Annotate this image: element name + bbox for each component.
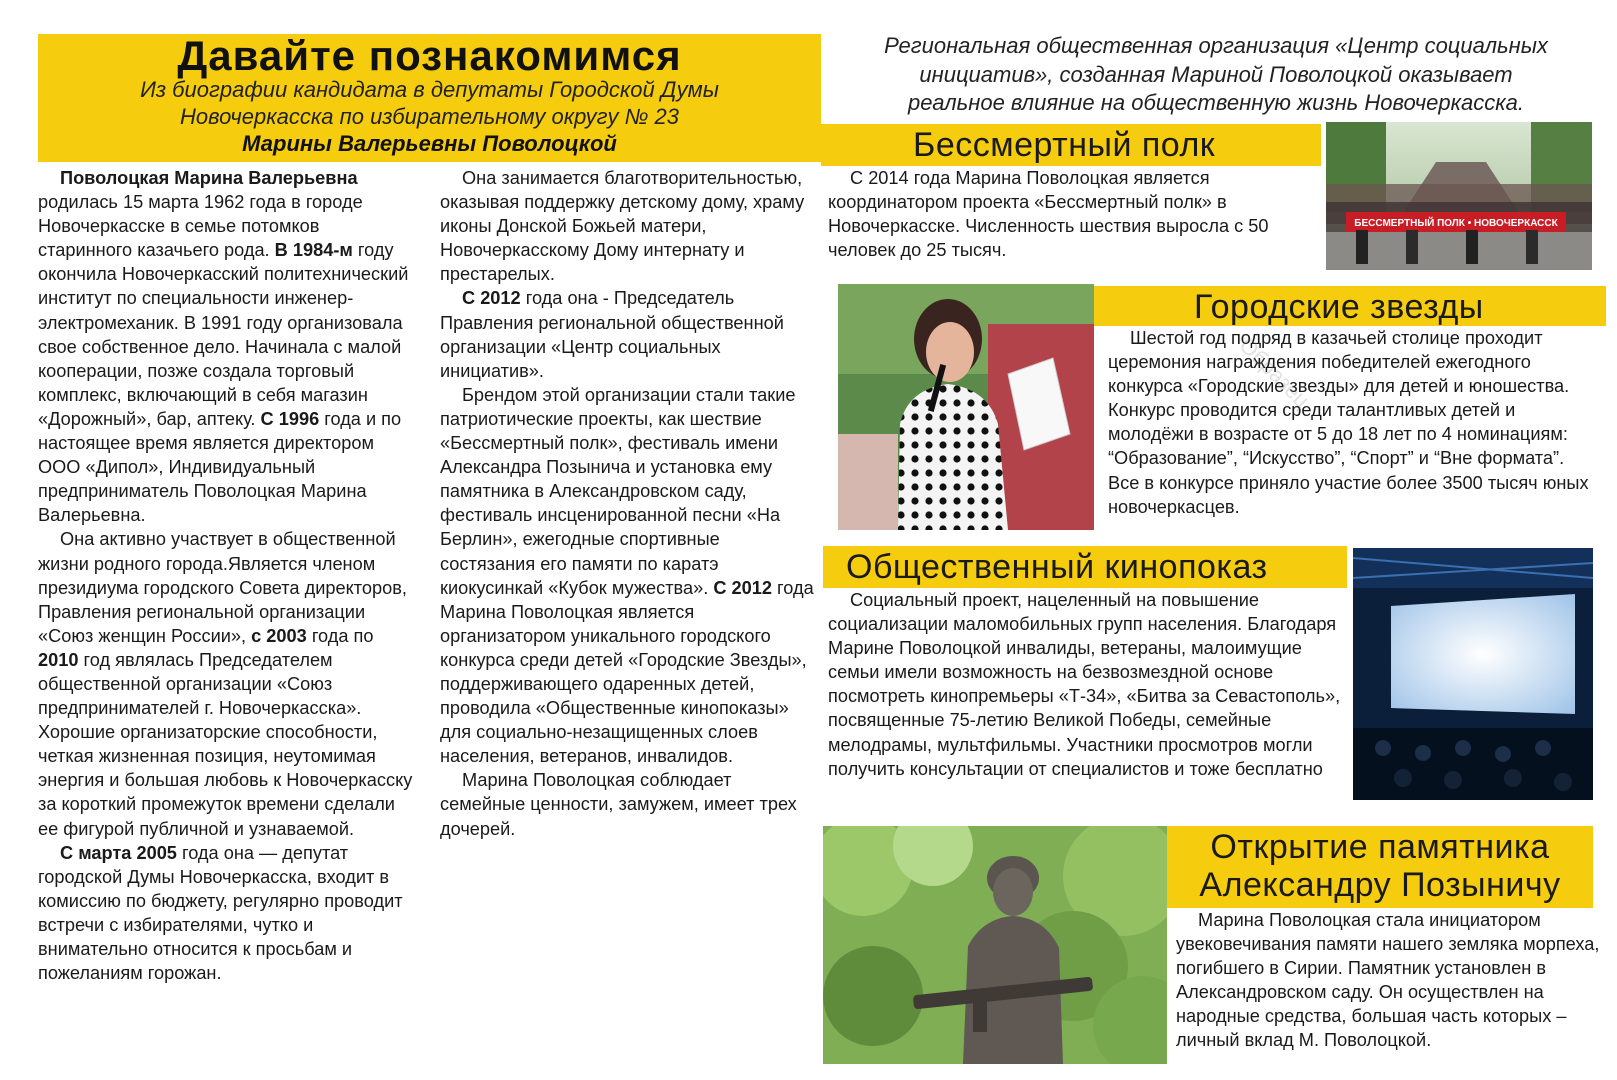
page-title: Давайте познакомимся [177, 32, 682, 79]
bio-text: года она — депутат городской Думы Новочеркасска, входит в комиссию по бюджету, регулярно проводит встречи с избирателями, чутко и внимательно относится к просьбам и пожеланиям горожан. [38, 842, 403, 984]
bio-year: С 1996 [260, 408, 320, 429]
bio-year: С 2012 [462, 288, 521, 309]
bio-paragraph-5 [440, 286, 818, 382]
soldier-statue-image [823, 826, 1167, 1064]
biography-column-1 [38, 166, 418, 985]
bio-paragraph-2 [38, 527, 418, 840]
cinema-hall-image [1353, 548, 1593, 800]
speaker-woman-image [838, 284, 1094, 530]
biography-column-2 [440, 166, 818, 841]
bio-name: Поволоцкая Марина Валерьевна [60, 168, 358, 188]
bio-paragraph-4: Она занимается благотворительностью, оказывая поддержку детскому дому, храму иконы Донской Божьей матери, Новочеркасскому Дому интернату и престарелых. [440, 168, 805, 285]
bio-year: с 2003 [251, 625, 307, 646]
cinema-text [828, 588, 1348, 781]
monument-photo [823, 826, 1167, 1064]
bio-paragraph-1 [38, 166, 418, 527]
stars-text [1108, 326, 1600, 519]
stars-paragraph: Шестой год подряд в казачьей столице проходит церемония награждения победителей ежегодного конкурса «Городские звезды» для детей и юношества. Конкурс проводится среди талантливых детей и молодёжи в возрасте от 5 до 18 лет по 4 номинациям: “Образование”, “Искусство”, “Спорт” и “Вне формата”. Все в конкурсе приняло участие более 3500 тысяч юных новочеркасцев. [1108, 328, 1589, 517]
cinema-photo [1353, 548, 1593, 800]
intro-text [826, 32, 1606, 118]
cinema-paragraph: Социальный проект, нацеленный на повышение социализации маломобильных групп населения. Благодаря Марине Поволоцкой инвалиды, ветераны, малоимущие семьи имели возможность на безвозмездной основе посмотреть кинопремьеры «Т-34», «Битва за Севастополь», посвященные 75-летию Великой Победы, семейные мелодрамы, мультфильмы. Участники просмотров могли получить консультации от специалистов и тоже бесплатно [828, 590, 1341, 779]
bio-text: года по [306, 625, 374, 646]
bio-text: родилась 15 марта 1962 года в городе Новочеркасске в семье потомков старинного казачьего рода. [38, 192, 363, 261]
candidate-name: Марины Валерьевны Поволоцкой [242, 131, 617, 156]
stars-photo [838, 284, 1094, 530]
intro-line-1: Региональная общественная организация «Центр социальных [884, 33, 1548, 58]
bio-year: В 1984-м [274, 240, 353, 261]
bio-text: года она - Председатель Правления региональной общественной организации «Центр социальных инициатив». [440, 288, 784, 381]
bio-year: С 2012 [713, 577, 772, 598]
bio-paragraph-7: Марина Поволоцкая соблюдает семейные ценности, замужем, имеет трех дочерей. [440, 770, 797, 839]
banner-text: БЕССМЕРТНЫЙ ПОЛК • НОВОЧЕРКАССК [1354, 218, 1558, 229]
stars-title: Городские звезды [1194, 288, 1484, 326]
monument-title-line-2: Александру Позыничу [1199, 866, 1561, 904]
bio-year: 2010 [38, 649, 79, 670]
page-subtitle [38, 76, 821, 130]
bio-text: Она активно участвует в общественной жизни родного города.Является членом президиума городского Совета директоров, Правления региональной организации «Союз женщин России», [38, 529, 407, 646]
crowd-march-image [1326, 122, 1592, 270]
bio-text: году окончила Новочеркасский политехнический институт по специальности инженер-электромеханик. В 1991 году организовала свое собственное дело. Начинала с малой кооперации, позже создала торговый комплекс, включающий в себя магазин «Дорожный», бар, аптеку. [38, 240, 409, 429]
monument-paragraph: Марина Поволоцкая стала инициатором увековечивания памяти нашего земляка морпеха, погибшего в Сирии. Памятник установлен в Александровском саду. Он осуществлен на народные средства, большая часть которых – личный вклад М. Поволоцкой. [1176, 910, 1600, 1051]
bio-text: Брендом этой организации стали такие патриотические проекты, как шествие «Бессмертный полк», фестиваль имени Александра Позынича и установка ему памятника в Александровском саду, фестиваль инсценированной песни «На Берлин», ежегодные спортивные состязания его памяти по каратэ киокусинкай «Кубок мужества». [440, 384, 796, 598]
monument-text [1176, 908, 1600, 1053]
monument-title [1167, 828, 1593, 904]
bio-paragraph-3a [38, 841, 418, 986]
bio-text: года Марина Поволоцкая является организатором уникального городского конкурса среди детей «Городские Звезды», поддерживающего одаренных детей, проводила «Общественные кинопоказы» для социально-незащищенных слоев населения, ветеранов, инвалидов. [440, 577, 814, 767]
intro-line-2: инициатив», созданная Мариной Поволоцкой оказывает [919, 61, 1513, 87]
watermark: Образец [1234, 332, 1315, 413]
regiment-text [828, 166, 1316, 262]
bio-text: год являлась Председателем общественной организации «Союз предпринимателей г. Новочеркасска». Хорошие организаторские способности, четкая жизненная позиция, неутомимая энергия и большая любовь к Новочеркасску за короткий промежуток времени сделали ее фигурой публичной и узнаваемой. [38, 649, 413, 839]
monument-title-line-1: Открытие памятника [1210, 828, 1550, 866]
regiment-title: Бессмертный полк [913, 126, 1216, 164]
subtitle-line-1: Из биографии кандидата в депутаты Городской Думы [140, 77, 719, 102]
bio-text: года и по настоящее время является директором ООО «Дипол», Индивидуальный предприниматель Поволоцкая Марина Валерьевна. [38, 408, 402, 526]
cinema-title: Общественный кинопоказ [846, 548, 1268, 586]
bio-year: С марта 2005 [60, 842, 177, 863]
regiment-paragraph: С 2014 года Марина Поволоцкая является координатором проекта «Бессмертный полк» в Новочеркасске. Численность шествия выросла с 50 человек до 25 тысяч. [828, 168, 1269, 261]
subtitle-line-2: Новочеркасска по избирательному округу № 23 [180, 104, 679, 129]
intro-line-3: реальное влияние на общественную жизнь Новочеркасска. [908, 90, 1524, 115]
bio-paragraph-6 [440, 383, 818, 769]
regiment-photo [1326, 122, 1592, 270]
